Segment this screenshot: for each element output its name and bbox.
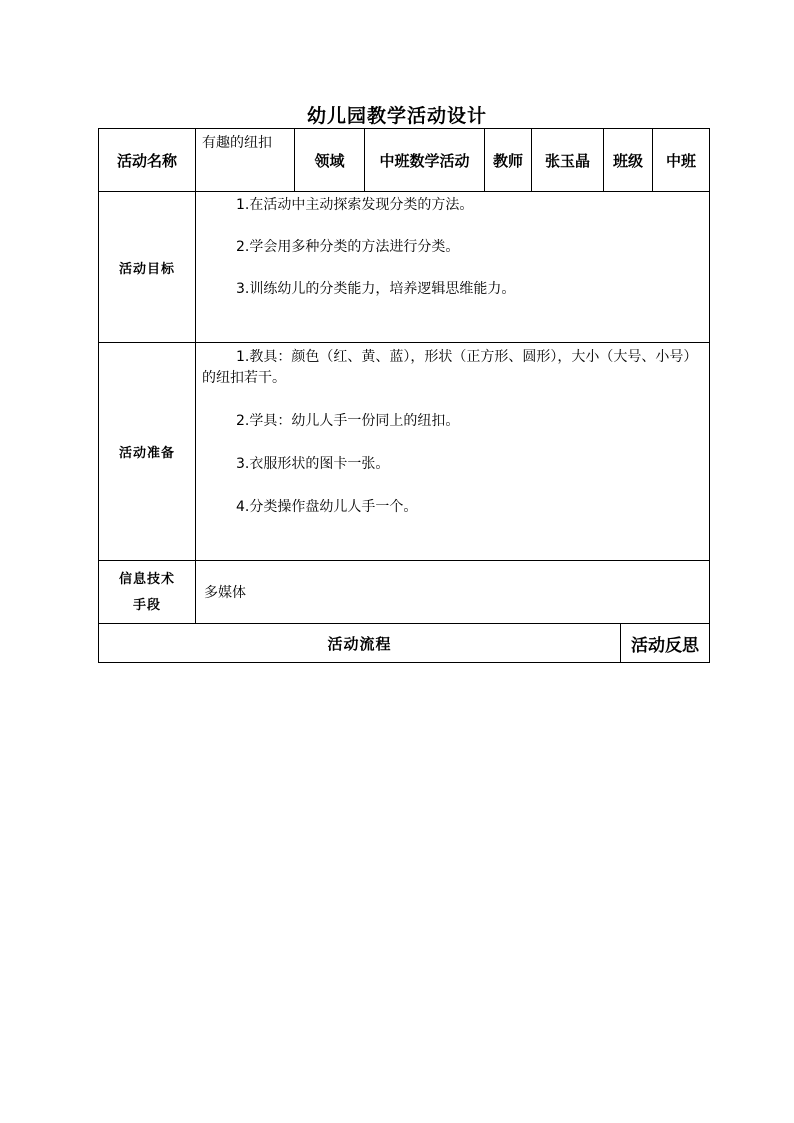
teacher-label: 教师 (484, 129, 531, 191)
class-label: 班级 (603, 129, 652, 191)
teacher-value: 张玉晶 (531, 129, 603, 191)
tech-label-line1: 信息技术 (118, 572, 175, 587)
goals-content (195, 191, 709, 342)
lesson-plan-table (98, 128, 710, 663)
document-title: 幼儿园教学活动设计 (306, 105, 487, 127)
tech-label (99, 560, 195, 623)
activity-name-label: 活动名称 (116, 151, 177, 170)
class-value: 中班 (652, 129, 709, 191)
reflection-label: 活动反思 (620, 623, 709, 662)
tech-label-line2: 手段 (132, 598, 161, 613)
preparation-item: 1.教具：颜色（红、黄、蓝），形状（正方形、圆形），大小（大号、小号）的纽扣若干。 (202, 349, 698, 386)
goal-item: 1.在活动中主动探索发现分类的方法。 (236, 197, 474, 213)
domain-value: 中班数学活动 (364, 129, 484, 191)
tech-value: 多媒体 (195, 560, 709, 623)
preparation-content (195, 342, 709, 560)
activity-name-value: 有趣的纽扣 (195, 129, 294, 191)
preparation-item: 3.衣服形状的图卡一张。 (236, 456, 390, 472)
domain-label: 领域 (294, 129, 364, 191)
preparation-item: 2.学具：幼儿人手一份同上的纽扣。 (236, 413, 460, 429)
process-label: 活动流程 (99, 623, 620, 662)
goal-item: 3.训练幼儿的分类能力，培养逻辑思维能力。 (236, 281, 516, 297)
goals-label: 活动目标 (99, 191, 195, 342)
preparation-item: 4.分类操作盘幼儿人手一个。 (236, 499, 418, 515)
goal-item: 2.学会用多种分类的方法进行分类。 (236, 239, 460, 255)
preparation-label: 活动准备 (99, 342, 195, 560)
